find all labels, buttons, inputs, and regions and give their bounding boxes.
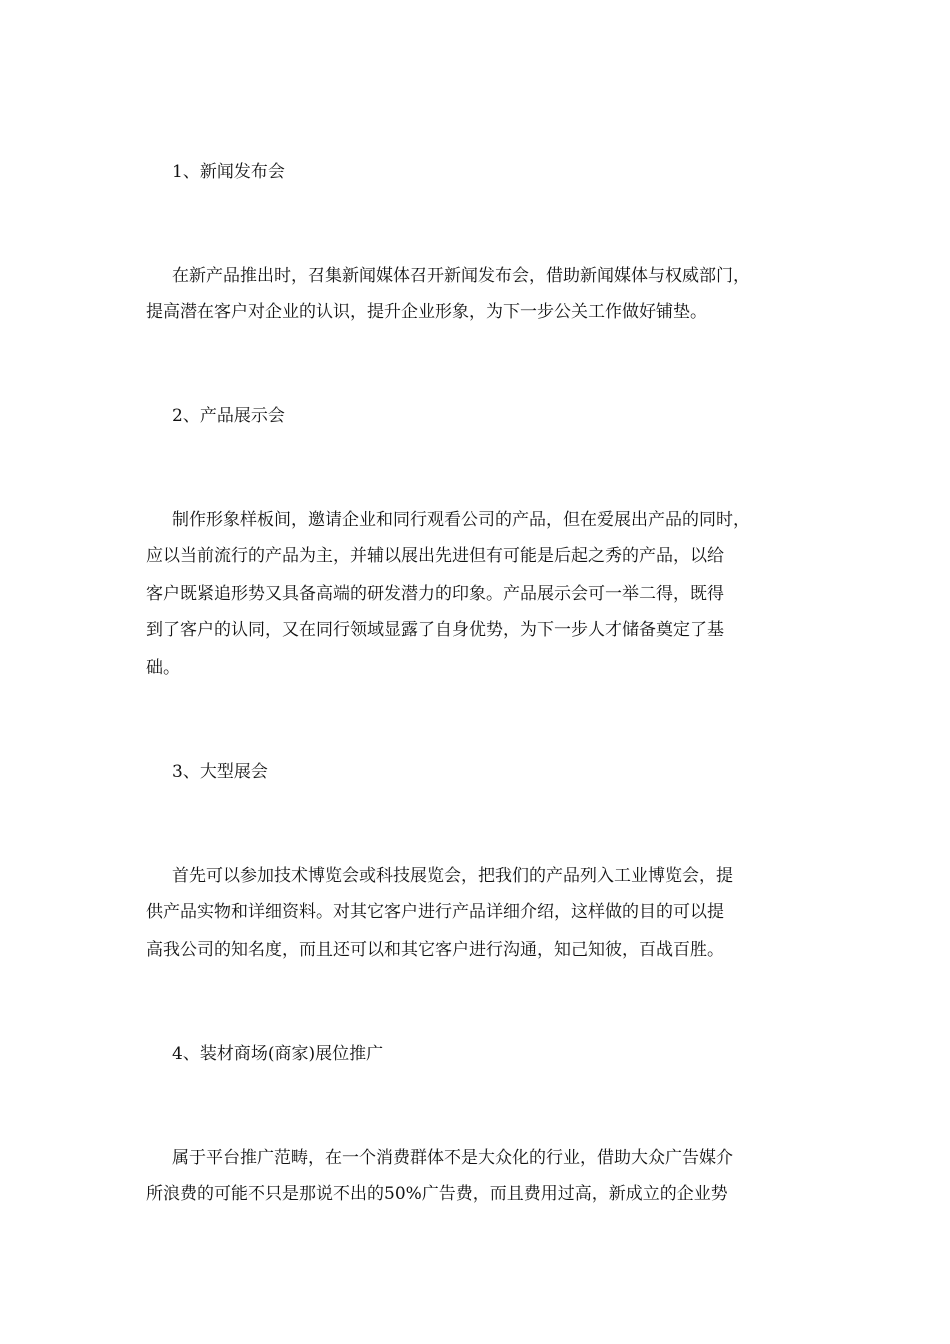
paragraph-line: 客户既紧追形势又具备高端的研发潜力的印象。产品展示会可一举二得，既得 [146,584,724,604]
paragraph-line: 供产品实物和详细资料。对其它客户进行产品详细介绍，这样做的目的可以提 [146,902,724,922]
paragraph-line: 在新产品推出时，召集新闻媒体召开新闻发布会，借助新闻媒体与权威部门， [172,266,750,286]
section-heading-1: 1、新闻发布会 [172,162,285,182]
paragraph-line: 应以当前流行的产品为主，并辅以展出先进但有可能是后起之秀的产品，以给 [146,546,724,566]
paragraph-line: 到了客户的认同，又在同行领域显露了自身优势，为下一步人才储备奠定了基 [146,620,724,640]
section-heading-4: 4、装材商场(商家)展位推广 [172,1044,384,1064]
paragraph-line: 高我公司的知名度，而且还可以和其它客户进行沟通，知己知彼，百战百胜。 [146,940,724,960]
paragraph-line: 制作形象样板间，邀请企业和同行观看公司的产品，但在爱展出产品的同时， [172,510,750,530]
paragraph-line: 属于平台推广范畴，在一个消费群体不是大众化的行业，借助大众广告媒介 [172,1148,733,1168]
paragraph-line: 提高潜在客户对企业的认识，提升企业形象，为下一步公关工作做好铺垫。 [146,302,707,322]
paragraph-line: 所浪费的可能不只是那说不出的50%广告费，而且费用过高，新成立的企业势 [146,1184,728,1204]
section-heading-2: 2、产品展示会 [172,406,285,426]
paragraph-line: 础。 [146,658,180,678]
paragraph-line: 首先可以参加技术博览会或科技展览会，把我们的产品列入工业博览会，提 [172,866,733,886]
section-heading-3: 3、大型展会 [172,762,268,782]
